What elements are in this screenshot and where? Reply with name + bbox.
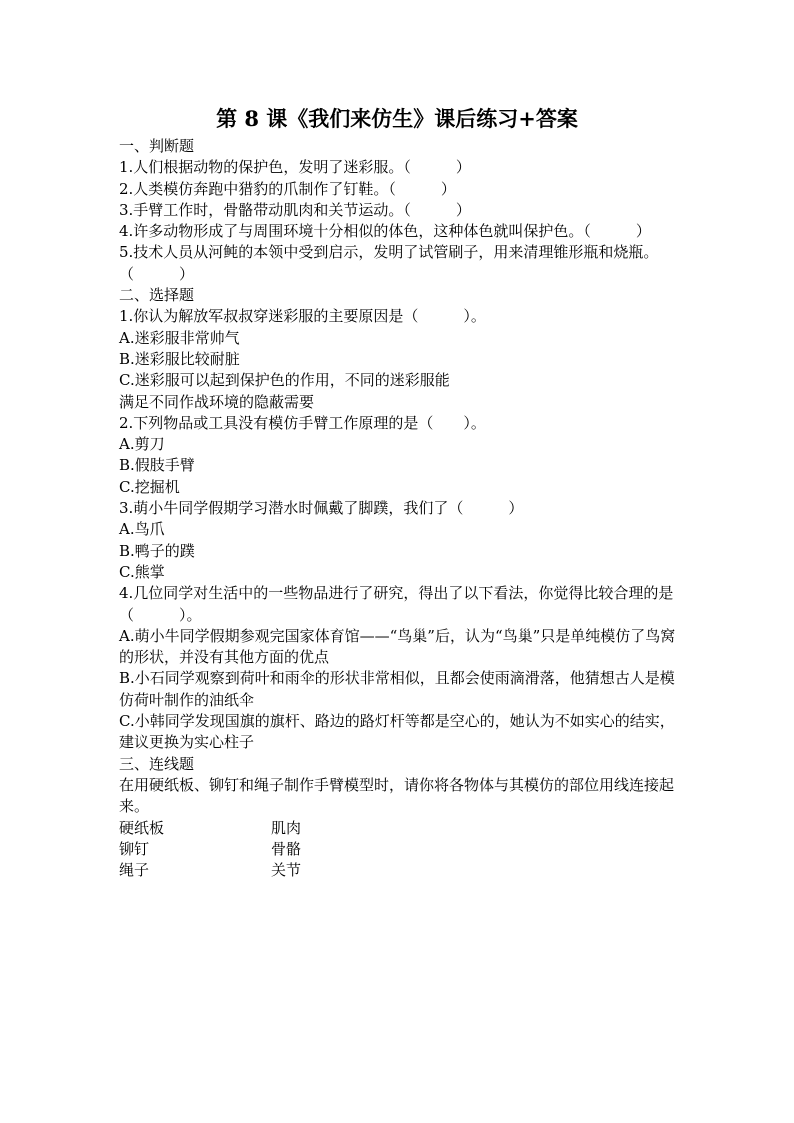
section-heading-true-false: 一、判断题 [119,137,195,155]
tf-question-5: 5.技术人员从河鲀的本领中受到启示，发明了试管刷子，用来清理锥形瓶和烧瓶。（ ） [119,243,659,283]
mc-question-4-option-a: A.萌小牛同学假期参观完国家体育馆——“鸟巢”后，认为“鸟巢”只是单纯模仿了鸟窝的形状，并没有其他方面的优点 [119,626,676,667]
mc-question-2-stem: 2.下列物品或工具没有模仿手臂工作原理的是（ ）。 [119,413,486,432]
mc-question-4-option-b: B.小石同学观察到荷叶和雨伞的形状非常相似，且都会使雨滴滑落，他猜想古人是模仿荷叶制作的油纸伞 [119,669,675,709]
tf-question-2: 2.人类模仿奔跑中猎豹的爪制作了钉鞋。（ ） [119,179,456,198]
matching-left-item: 铆钉 [119,839,150,858]
mc-question-1-option-b: B.迷彩服比较耐脏 [119,349,240,368]
mc-question-1-stem: 1.你认为解放军叔叔穿迷彩服的主要原因是（ ）。 [119,307,486,326]
mc-question-3-option-c: C.熊掌 [119,562,165,581]
document-title: 第 8 课《我们来仿生》课后练习+答案 [216,106,578,131]
mc-question-3-option-a: A.鸟爪 [119,520,165,539]
tf-question-1: 1.人们根据动物的保护色，发明了迷彩服。（ ） [119,158,471,177]
matching-right-item: 骨骼 [271,839,302,858]
section-heading-matching: 三、连线题 [119,754,195,773]
tf-question-3: 3.手臂工作时，骨骼带动肌肉和关节运动。（ ） [119,200,471,219]
mc-question-4-stem: 4.几位同学对生活中的一些物品进行了研究，得出了以下看法，你觉得比较合理的是（ ）。 [119,584,674,624]
mc-question-2-option-c: C.挖掘机 [119,477,180,496]
matching-right-item: 关节 [271,861,302,880]
mc-question-3-stem: 3.萌小牛同学假期学习潜水时佩戴了脚蹼，我们了（ ） [119,499,524,518]
mc-question-2-option-b: B.假肢手臂 [119,456,195,475]
matching-row [119,839,681,860]
section-heading-multiple-choice: 二、选择题 [119,286,195,305]
mc-question-2-option-a: A.剪刀 [119,435,165,454]
matching-right-item: 肌肉 [271,818,302,837]
matching-left-item: 绳子 [119,861,150,880]
mc-question-4-option-c: C.小韩同学发现国旗的旗杆、路边的路灯杆等都是空心的，她认为不如实心的结实，建议更换为实心柱子 [119,712,675,752]
matching-row [119,818,681,839]
mc-question-1-option-c-line2: 满足不同作战环境的隐蔽需要 [119,392,315,411]
mc-question-3-option-b: B.鸭子的蹼 [119,541,195,560]
matching-instruction: 在用硬纸板、铆钉和绳子制作手臂模型时，请你将各物体与其模仿的部位用线连接起来。 [119,775,675,816]
matching-row [119,860,681,881]
matching-left-item: 硬纸板 [119,818,165,837]
document-body [119,136,681,881]
mc-question-1-option-a: A.迷彩服非常帅气 [119,328,240,347]
mc-question-1-option-c-line1: C.迷彩服可以起到保护色的作用，不同的迷彩服能 [119,371,450,390]
tf-question-4: 4.许多动物形成了与周围环境十分相似的体色，这种体色就叫保护色。（ ） [119,222,651,241]
